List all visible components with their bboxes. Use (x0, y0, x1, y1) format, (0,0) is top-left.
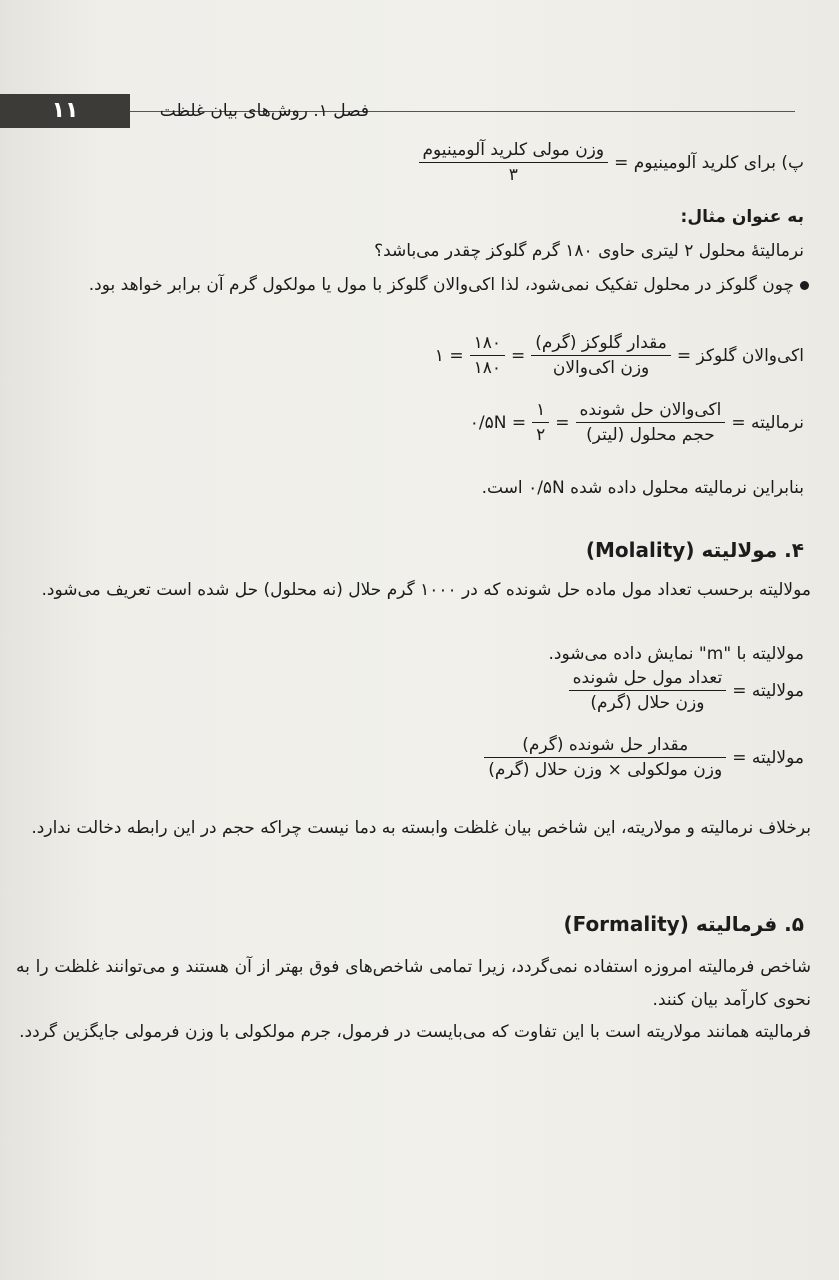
molality-definition: مولالیته برحسب تعداد مول ماده حل شونده که در ۱۰۰۰ گرم حلال (نه محلول) حل شده است تعریف می‌شود. (41, 580, 811, 600)
eq1-value-denominator: ۱۸۰ (473, 358, 501, 378)
eq1-numerator: مقدار گلوکز (گرم) (531, 333, 671, 356)
intro-formula-numerator: وزن مولی کلرید آلومینیوم (419, 140, 609, 163)
chapter-title: فصل ۱. روش‌های بیان غلظت (159, 101, 369, 121)
molality-heading-en: (Molality) (585, 538, 695, 562)
eq2-numerator: اکی‌والان حل شونده (576, 400, 726, 423)
molality-heading (586, 538, 804, 562)
eq1-fraction (531, 333, 671, 378)
page-number: ۱۱ (51, 98, 79, 123)
intro-formula-denominator: ۳ (508, 165, 518, 185)
bullet-icon (800, 281, 809, 290)
eq2-denominator: حجم محلول (لیتر) (586, 425, 715, 445)
molality-formula-1 (569, 668, 804, 713)
example-question: نرمالیتهٔ محلول ۲ لیتری حاوی ۱۸۰ گرم گلوکز چقدر می‌باشد؟ (374, 241, 804, 261)
eq2-value-denominator: ۲ (536, 425, 546, 445)
molality-heading-fa: ۴. مولالیته (701, 538, 804, 562)
molality-f1-denominator: وزن حلال (گرم) (590, 693, 705, 713)
molality-f1-numerator: تعداد مول حل شونده (569, 668, 727, 691)
equation-equivalent (435, 333, 804, 378)
formality-heading-en: (Formality) (563, 912, 689, 936)
eq1-equals: = (511, 345, 526, 366)
example-heading: به عنوان مثال: (680, 207, 804, 227)
molality-f2-label: مولالیته = (732, 747, 804, 768)
intro-formula (419, 140, 805, 185)
molality-f1-label: مولالیته = (732, 680, 804, 701)
intro-formula-label: پ) برای کلرید آلومینیوم = (614, 152, 804, 173)
molality-formula-2 (484, 735, 804, 780)
molality-symbol-note: مولالیته با "m" نمایش داده می‌شود. (548, 644, 804, 664)
eq2-label: نرمالیته = (731, 412, 804, 433)
eq2-fraction (576, 400, 726, 445)
molality-f2-fraction (484, 735, 726, 780)
formality-heading-fa: ۵. فرمالیته (695, 912, 804, 936)
formality-paragraph-2: فرمالیته همانند مولاریته است با این تفاوت که می‌بایست در فرمول، جرم مولکولی با وزن فرمولی جایگزین گردد. (19, 1022, 811, 1042)
conclusion: بنابراین نرمالیته محلول داده شده ۰/۵N است. (481, 478, 804, 498)
eq1-value-numerator: ۱۸۰ (470, 333, 505, 356)
formality-paragraph-1: شاخص فرمالیته امروزه استفاده نمی‌گردد، زیرا تمامی شاخص‌های فوق بهتر از آن هستند و می‌توانند غلظت را به نحوی کارآمد بیان کنند. (16, 957, 811, 1010)
eq1-label: اکی‌والان گلوکز = (676, 345, 804, 366)
formality-heading (563, 912, 804, 936)
intro-formula-fraction (419, 140, 609, 185)
example-bullet (89, 275, 809, 295)
eq1-denominator: وزن اکی‌والان (552, 358, 650, 378)
eq2-equals: = (555, 412, 570, 433)
equation-normality (470, 400, 804, 445)
molality-f1-fraction (569, 668, 727, 713)
molality-f2-denominator: وزن مولکولی × وزن حلال (گرم) (488, 760, 723, 780)
eq1-result: = ۱ (434, 345, 464, 366)
example-bullet-text: چون گلوکز در محلول تفکیک نمی‌شود، لذا اکی‌والان گلوکز با مول یا مولکول گرم آن برابر خواهد بود. (88, 275, 794, 295)
eq2-fraction-values (532, 400, 549, 445)
molality-f2-numerator: مقدار حل شونده (گرم) (484, 735, 726, 758)
eq1-fraction-values (470, 333, 505, 378)
molality-note: برخلاف نرمالیته و مولاریته، این شاخص بیان غلظت وابسته به دما نیست چراکه حجم در این رابطه دخالت ندارد. (31, 818, 811, 838)
eq2-value-numerator: ۱ (532, 400, 549, 423)
eq2-result: = ۰/۵N (469, 412, 527, 433)
